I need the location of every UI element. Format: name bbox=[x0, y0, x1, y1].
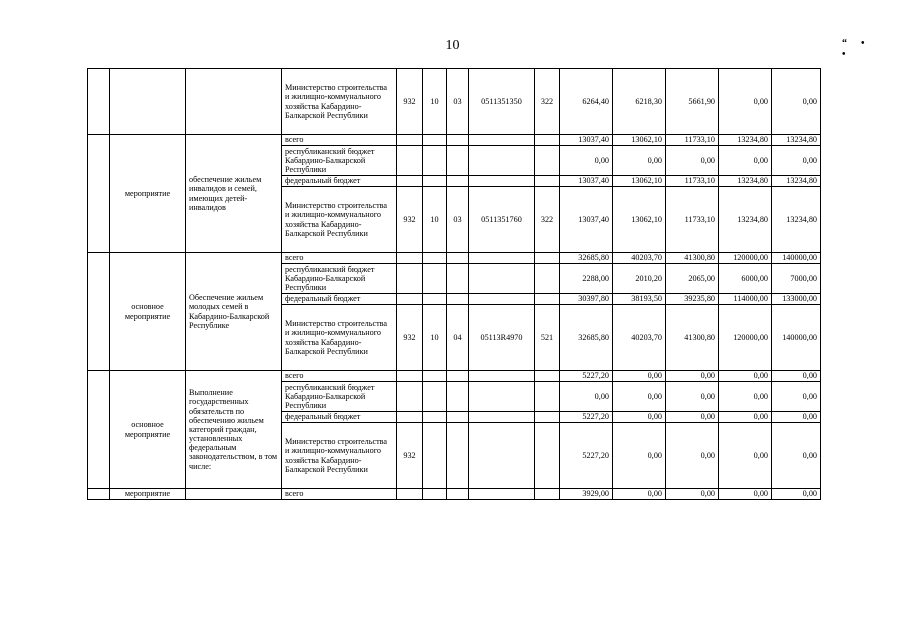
value-cell: 13234,80 bbox=[719, 176, 772, 187]
value-cell: 0,00 bbox=[719, 412, 772, 423]
csr-cell: 0511351350 bbox=[469, 69, 535, 135]
table-row bbox=[88, 371, 821, 382]
rz-cell: 10 bbox=[423, 69, 447, 135]
table-row bbox=[88, 489, 821, 500]
value-cell: 0,00 bbox=[666, 412, 719, 423]
vr-cell: 322 bbox=[535, 187, 560, 253]
page-number: 10 bbox=[445, 38, 460, 53]
blank-cell bbox=[186, 489, 282, 500]
corner-marks: “• • bbox=[842, 38, 879, 60]
table-row bbox=[88, 253, 821, 264]
value-cell: 32685,80 bbox=[560, 253, 613, 264]
source-cell: Министерство строительства и жилищно-коммунального хозяйства Кабардино-Балкарской Республики bbox=[282, 69, 397, 135]
value-cell: 0,00 bbox=[560, 382, 613, 412]
source-cell: федеральный бюджет bbox=[282, 412, 397, 423]
value-cell: 0,00 bbox=[719, 371, 772, 382]
pr-cell: 03 bbox=[447, 69, 469, 135]
value-cell: 0,00 bbox=[772, 146, 821, 176]
value-cell: 0,00 bbox=[613, 489, 666, 500]
value-cell: 120000,00 bbox=[719, 253, 772, 264]
value-cell: 13062,10 bbox=[613, 187, 666, 253]
value-cell: 5227,20 bbox=[560, 412, 613, 423]
value-cell: 13234,80 bbox=[772, 135, 821, 146]
source-cell: федеральный бюджет bbox=[282, 294, 397, 305]
value-cell: 5227,20 bbox=[560, 423, 613, 489]
value-cell: 0,00 bbox=[719, 423, 772, 489]
value-cell: 3929,00 bbox=[560, 489, 613, 500]
value-cell: 140000,00 bbox=[772, 305, 821, 371]
value-cell: 11733,10 bbox=[666, 135, 719, 146]
status-cell: основное мероприятие bbox=[110, 253, 186, 371]
value-cell: 140000,00 bbox=[772, 253, 821, 264]
value-cell: 120000,00 bbox=[719, 305, 772, 371]
measure-name-cell: Обеспечение жильем молодых семей в Кабардино-Балкарской Республике bbox=[186, 253, 282, 371]
value-cell: 13062,10 bbox=[613, 135, 666, 146]
blank-cell bbox=[88, 371, 110, 489]
value-cell: 13037,40 bbox=[560, 187, 613, 253]
value-cell: 5227,20 bbox=[560, 371, 613, 382]
value-cell: 6218,30 bbox=[613, 69, 666, 135]
pr-cell bbox=[447, 423, 469, 489]
source-cell: республиканский бюджет Кабардино-Балкарской Республики bbox=[282, 146, 397, 176]
value-cell: 2010,20 bbox=[613, 264, 666, 294]
grbs-cell: 932 bbox=[397, 69, 423, 135]
status-cell: основное мероприятие bbox=[110, 371, 186, 489]
blank-cell bbox=[110, 69, 186, 135]
grbs-cell: 932 bbox=[397, 187, 423, 253]
csr-cell bbox=[469, 423, 535, 489]
measure-name-cell: Выполнение государственных обязательств по обеспечению жильем категорий граждан, установленных федеральным законодательством, в том числе: bbox=[186, 371, 282, 489]
value-cell: 6000,00 bbox=[719, 264, 772, 294]
value-cell: 0,00 bbox=[666, 423, 719, 489]
rz-cell: 10 bbox=[423, 305, 447, 371]
pr-cell: 04 bbox=[447, 305, 469, 371]
value-cell: 0,00 bbox=[772, 371, 821, 382]
source-cell: Министерство строительства и жилищно-коммунального хозяйства Кабардино-Балкарской Республики bbox=[282, 305, 397, 371]
value-cell: 0,00 bbox=[613, 371, 666, 382]
blank-cell bbox=[88, 253, 110, 371]
value-cell: 2288,00 bbox=[560, 264, 613, 294]
rz-cell: 10 bbox=[423, 187, 447, 253]
source-cell: всего bbox=[282, 371, 397, 382]
value-cell: 41300,80 bbox=[666, 253, 719, 264]
source-cell: федеральный бюджет bbox=[282, 176, 397, 187]
value-cell: 39235,80 bbox=[666, 294, 719, 305]
source-cell: республиканский бюджет Кабардино-Балкарской Республики bbox=[282, 382, 397, 412]
blank-cell bbox=[88, 69, 110, 135]
csr-cell: 0511351760 bbox=[469, 187, 535, 253]
value-cell: 5661,90 bbox=[666, 69, 719, 135]
table-row bbox=[88, 135, 821, 146]
value-cell: 13234,80 bbox=[719, 135, 772, 146]
value-cell: 0,00 bbox=[772, 382, 821, 412]
value-cell: 0,00 bbox=[719, 146, 772, 176]
value-cell: 11733,10 bbox=[666, 176, 719, 187]
grbs-cell: 932 bbox=[397, 305, 423, 371]
status-cell: мероприятие bbox=[110, 135, 186, 253]
value-cell: 0,00 bbox=[613, 382, 666, 412]
blank-cell bbox=[88, 489, 110, 500]
pr-cell: 03 bbox=[447, 187, 469, 253]
value-cell: 40203,70 bbox=[613, 305, 666, 371]
value-cell: 0,00 bbox=[719, 489, 772, 500]
source-cell: всего bbox=[282, 135, 397, 146]
value-cell: 0,00 bbox=[666, 146, 719, 176]
source-cell: республиканский бюджет Кабардино-Балкарской Республики bbox=[282, 264, 397, 294]
vr-cell: 322 bbox=[535, 69, 560, 135]
value-cell: 0,00 bbox=[613, 146, 666, 176]
value-cell: 2065,00 bbox=[666, 264, 719, 294]
value-cell: 32685,80 bbox=[560, 305, 613, 371]
value-cell: 13234,80 bbox=[772, 187, 821, 253]
blank-cell bbox=[88, 135, 110, 253]
value-cell: 0,00 bbox=[613, 412, 666, 423]
grbs-cell: 932 bbox=[397, 423, 423, 489]
status-cell: мероприятие bbox=[110, 489, 186, 500]
blank-cell bbox=[186, 69, 282, 135]
value-cell: 0,00 bbox=[772, 423, 821, 489]
value-cell: 0,00 bbox=[613, 423, 666, 489]
value-cell: 13234,80 bbox=[719, 187, 772, 253]
vr-cell bbox=[535, 423, 560, 489]
csr-cell: 05113R4970 bbox=[469, 305, 535, 371]
value-cell: 0,00 bbox=[772, 489, 821, 500]
rz-cell bbox=[423, 423, 447, 489]
value-cell: 133000,00 bbox=[772, 294, 821, 305]
value-cell: 11733,10 bbox=[666, 187, 719, 253]
value-cell: 30397,80 bbox=[560, 294, 613, 305]
value-cell: 7000,00 bbox=[772, 264, 821, 294]
value-cell: 6264,40 bbox=[560, 69, 613, 135]
value-cell: 13037,40 bbox=[560, 176, 613, 187]
value-cell: 0,00 bbox=[666, 382, 719, 412]
value-cell: 38193,50 bbox=[613, 294, 666, 305]
table-row bbox=[88, 69, 821, 135]
value-cell: 41300,80 bbox=[666, 305, 719, 371]
source-cell: Министерство строительства и жилищно-коммунального хозяйства Кабардино-Балкарской Республики bbox=[282, 187, 397, 253]
value-cell: 0,00 bbox=[666, 489, 719, 500]
value-cell: 0,00 bbox=[772, 69, 821, 135]
value-cell: 13037,40 bbox=[560, 135, 613, 146]
value-cell: 0,00 bbox=[666, 371, 719, 382]
vr-cell: 521 bbox=[535, 305, 560, 371]
value-cell: 13062,10 bbox=[613, 176, 666, 187]
budget-table bbox=[87, 68, 821, 500]
value-cell: 114000,00 bbox=[719, 294, 772, 305]
value-cell: 0,00 bbox=[560, 146, 613, 176]
measure-name-cell: обеспечение жильем инвалидов и семей, имеющих детей-инвалидов bbox=[186, 135, 282, 253]
source-cell: всего bbox=[282, 253, 397, 264]
value-cell: 0,00 bbox=[719, 382, 772, 412]
source-cell: Министерство строительства и жилищно-коммунального хозяйства Кабардино-Балкарской Республики bbox=[282, 423, 397, 489]
value-cell: 0,00 bbox=[772, 412, 821, 423]
value-cell: 40203,70 bbox=[613, 253, 666, 264]
value-cell: 13234,80 bbox=[772, 176, 821, 187]
value-cell: 0,00 bbox=[719, 69, 772, 135]
source-cell: всего bbox=[282, 489, 397, 500]
